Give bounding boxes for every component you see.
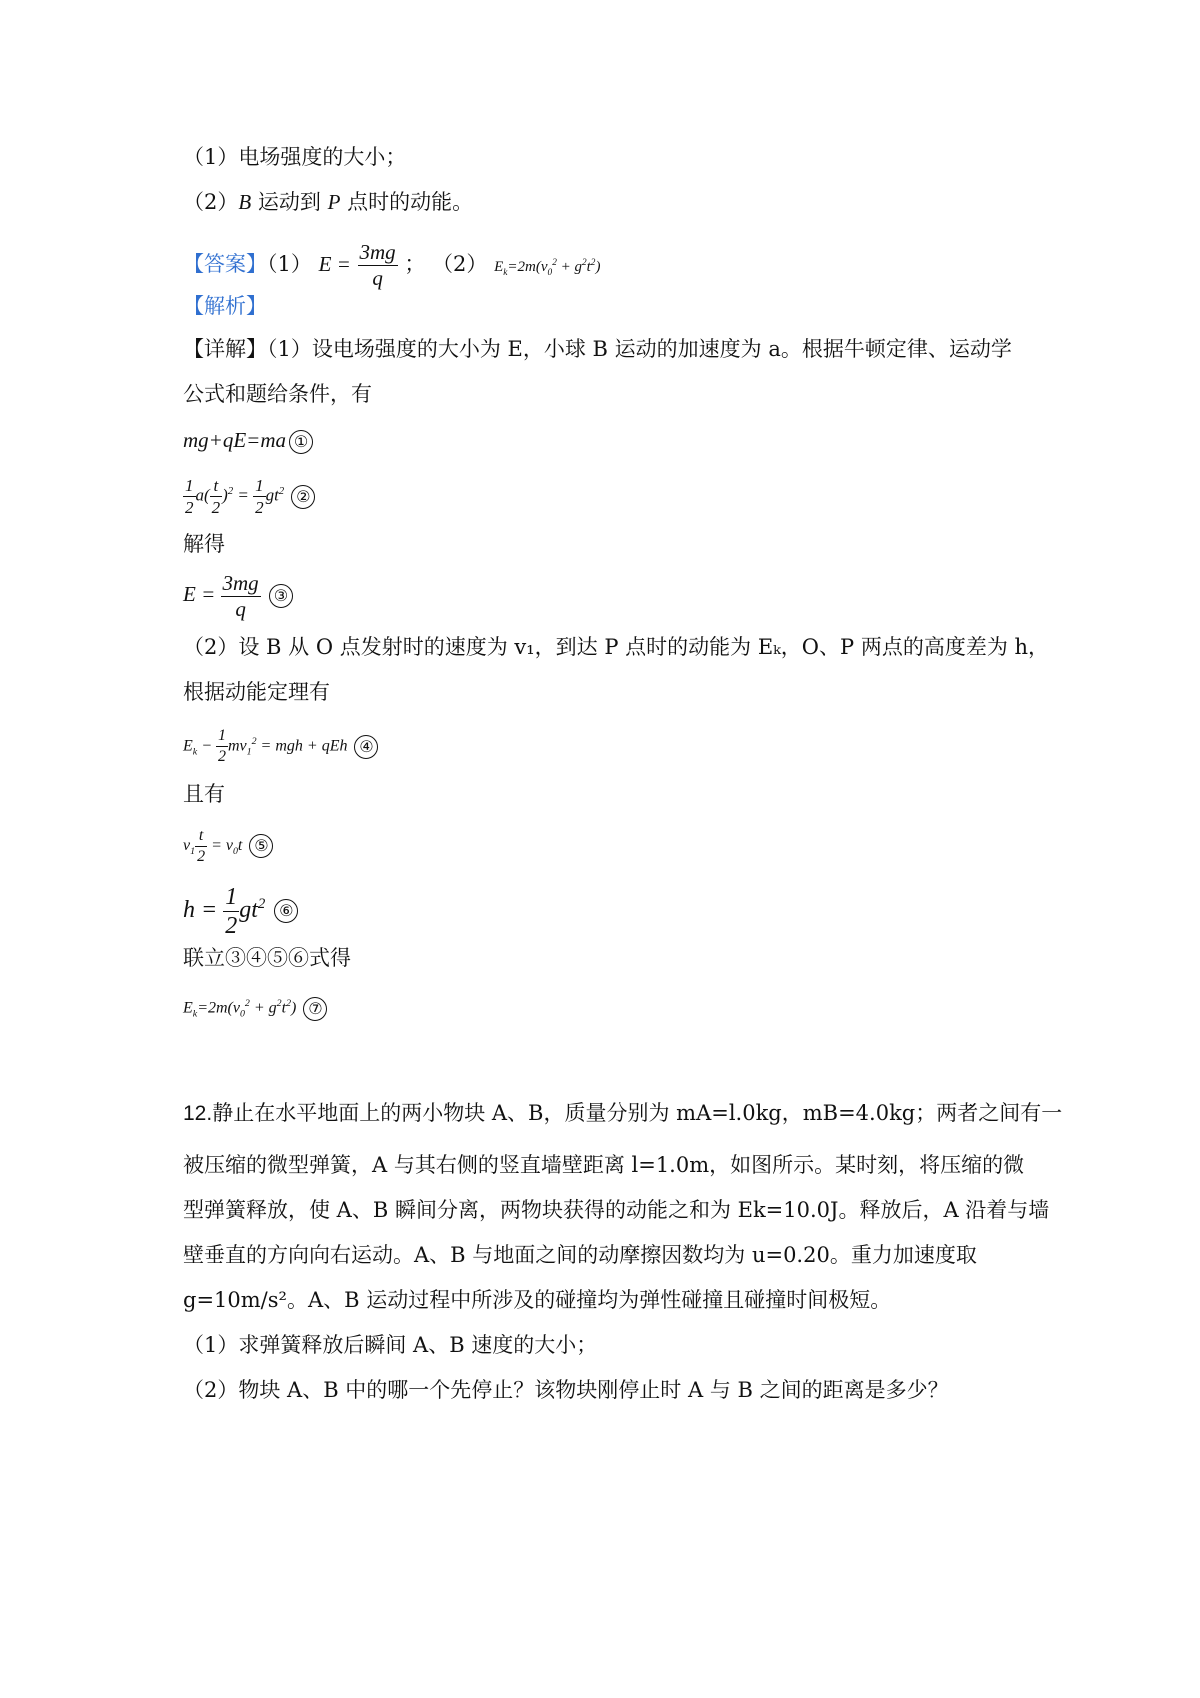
eq1-text: mg+qE=ma (183, 428, 287, 452)
answer-part-2: （2） (432, 252, 488, 276)
eq-marker-5: ⑤ (249, 834, 273, 858)
q2-var-p: P (327, 190, 341, 214)
solve-text: 解得 (183, 532, 225, 556)
eq-marker-3: ③ (269, 584, 293, 608)
q12-line-3: 型弹簧释放，使 A、B 瞬间分离，两物块获得的动能之和为 Ek=10.0J。释放后，A 沿着与墙 (183, 1198, 1050, 1222)
part2-line-2: 根据动能定理有 (183, 680, 330, 704)
eq-marker-1: ① (289, 430, 313, 454)
detail-text: （1）设电场强度的大小为 E，小球 B 运动的加速度为 a。根据牛顿定律、运动学 (267, 337, 1012, 361)
equation-5: $v_1$ $\frac{t}{2}$ = $v_0t$ ⑤ (183, 822, 273, 870)
question-part-2 (183, 188, 473, 216)
q12-number: 12. (183, 1102, 213, 1125)
detail-label: 【详解】 (183, 337, 267, 361)
eq-marker-6: ⑥ (274, 899, 298, 923)
equation-3: E = $\frac{3mg}{q}$ ③ (183, 568, 293, 620)
equation-2: $\frac{1}{2}$ a( $\frac{t}{2}$ )$^2$ = $\frac{1}{2}$ $gt^2$ ② (183, 467, 315, 517)
eq-marker-2: ② (291, 485, 315, 509)
question-part-1 (183, 143, 406, 171)
q12-line-1 (183, 1099, 1062, 1128)
answer-sep: ； (404, 252, 426, 276)
part2-line-1: （2）设 B 从 O 点发射时的速度为 v₁，到达 P 点时的动能为 Eₖ，O、P 两点的高度差为 h， (183, 635, 1050, 659)
q2-prefix: （2） (183, 190, 239, 214)
detail-line-1 (183, 335, 1012, 363)
q1-text: （1）电场强度的大小； (183, 145, 407, 169)
detail-line-2: 公式和题给条件，有 (183, 382, 372, 406)
equation-1 (183, 426, 313, 454)
q12-line-2: 被压缩的微型弹簧，A 与其右侧的竖直墙壁距离 l=1.0m，如图所示。某时刻，将压缩的微 (183, 1153, 1025, 1177)
q12-subq-2: （2）物块 A、B 中的哪一个先停止？该物块刚停止时 A 与 B 之间的距离是多少？ (183, 1378, 949, 1402)
eq-marker-7: ⑦ (303, 997, 327, 1021)
equation-4: $E_k$ − $\frac{1}{2}$ $mv_1^2$ = mgh + qEh ④ (183, 718, 378, 766)
combine-text: 联立③④⑤⑥式得 (183, 946, 351, 970)
q12-line-4: 壁垂直的方向向右运动。A、B 与地面之间的动摩擦因数均为 u=0.20。重力加速度取 (183, 1243, 977, 1267)
q2-post: 点时的动能。 (340, 190, 474, 214)
answer-line (183, 238, 600, 288)
answer-part-1: （1） (267, 252, 312, 276)
answer-frac-1: $\frac{3mg}{q}$ (359, 240, 396, 290)
answer-eq-1: E = (318, 252, 351, 276)
and-text: 且有 (183, 782, 225, 806)
answer-label: 【答案】 (183, 252, 267, 276)
equation-7: $E_k=2m(v_0^2 + g^2t^2)$ ⑦ (183, 986, 327, 1022)
q12-subq-1: （1）求弹簧释放后瞬间 A、B 速度的大小； (183, 1333, 598, 1357)
answer-eq-2: $E_k=2m(v_0^2 + g^2t^2)$ (494, 258, 601, 278)
q12-text-1: 静止在水平地面上的两小物块 A、B，质量分别为 mA=l.0kg，mB=4.0kg；两者之间有一 (212, 1101, 1063, 1125)
q2-mid: 运动到 (251, 190, 328, 214)
q12-line-5: g=10m/s²。A、B 运动过程中所涉及的碰撞均为弹性碰撞且碰撞时间极短。 (183, 1288, 892, 1312)
equation-6: h = $\frac{1}{2}$ $gt^2$ ⑥ (183, 876, 298, 932)
analysis-label: 【解析】 (183, 294, 267, 318)
q2-var-b: B (238, 190, 252, 214)
eq-marker-4: ④ (354, 735, 378, 759)
